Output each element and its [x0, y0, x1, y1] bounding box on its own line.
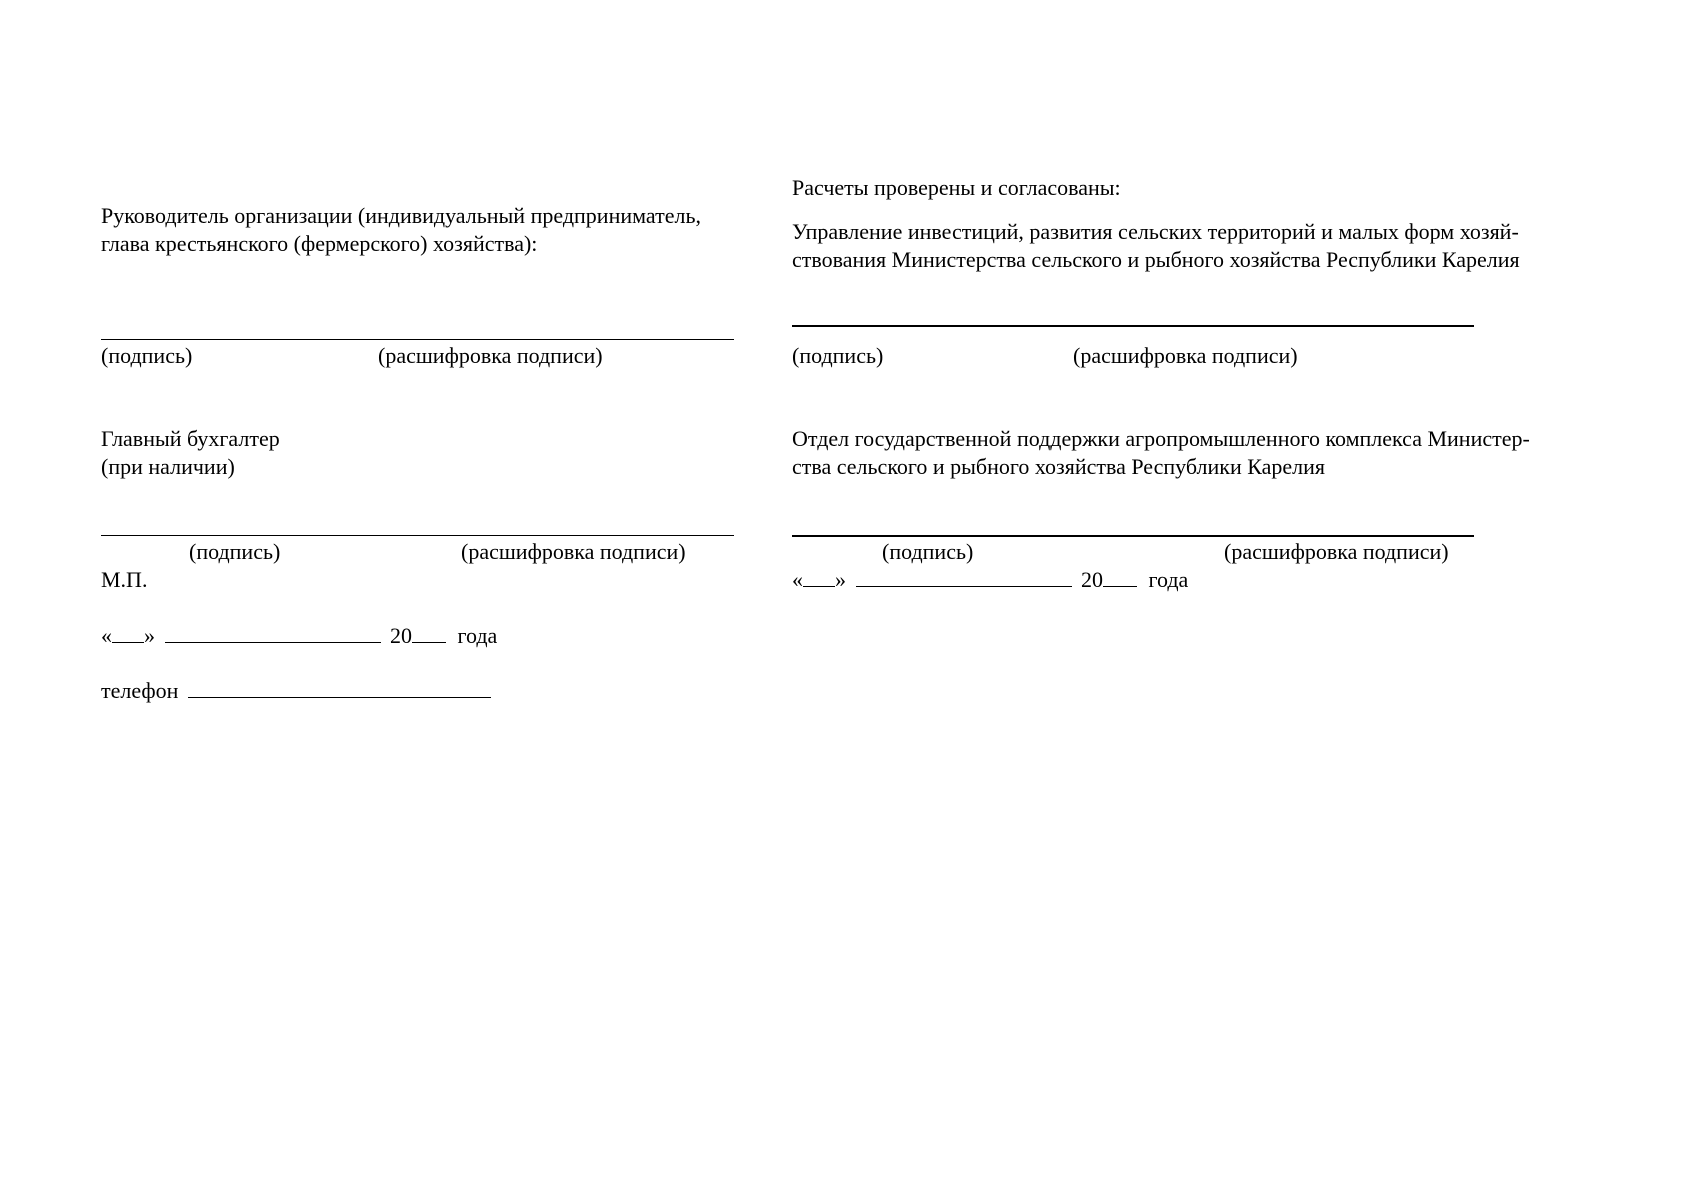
dept2-line2: ства сельского и рыбного хозяйства Республики Карелия: [792, 454, 1325, 479]
head-title-line2: глава крестьянского (фермерского) хозяйства):: [101, 231, 538, 256]
chief-accountant-line1: Главный бухгалтер: [101, 426, 280, 451]
chief-accountant-line2: (при наличии): [101, 454, 235, 479]
date-open-quote: «: [101, 623, 112, 648]
left-date-row: [101, 622, 497, 650]
dept2-signature-decode-label: (расшифровка подписи): [1224, 539, 1449, 564]
chief-signature-label: (подпись): [189, 539, 281, 564]
date-open-quote: «: [792, 567, 803, 592]
left-date-month-field[interactable]: [165, 622, 381, 643]
dept2-line1: Отдел государственной поддержки агропромышленного комплекса Министер-: [792, 426, 1530, 451]
head-signature-label: (подпись): [101, 343, 193, 368]
date-suffix: года: [457, 623, 498, 648]
dept1-line2: ствования Министерства сельского и рыбного хозяйства Республики Карелия: [792, 247, 1520, 272]
stamp-place-label: М.П.: [101, 567, 148, 592]
right-date-row: [792, 566, 1188, 594]
dept2-signature-label: (подпись): [882, 539, 974, 564]
left-date-day-field[interactable]: [112, 622, 144, 643]
dept1-signature-line[interactable]: [792, 325, 1474, 327]
right-date-day-field[interactable]: [803, 566, 835, 587]
phone-label: телефон: [101, 678, 179, 703]
head-title-line1: Руководитель организации (индивидуальный предприниматель,: [101, 203, 701, 228]
phone-field[interactable]: [188, 677, 491, 698]
dept1-signature-label: (подпись): [792, 343, 884, 368]
head-signature-decode-label: (расшифровка подписи): [378, 343, 603, 368]
date-close-quote: »: [835, 567, 846, 592]
right-date-year-field[interactable]: [1103, 566, 1137, 587]
dept1-signature-decode-label: (расшифровка подписи): [1073, 343, 1298, 368]
dept2-signature-line[interactable]: [792, 535, 1474, 537]
date-suffix: года: [1148, 567, 1189, 592]
chief-signature-decode-label: (расшифровка подписи): [461, 539, 686, 564]
left-date-year-field[interactable]: [412, 622, 446, 643]
date-year-prefix: 20: [1081, 567, 1103, 592]
dept1-line1: Управление инвестиций, развития сельских территорий и малых форм хозяй-: [792, 219, 1519, 244]
date-year-prefix: 20: [390, 623, 412, 648]
right-date-month-field[interactable]: [856, 566, 1072, 587]
head-signature-line[interactable]: [101, 339, 734, 340]
date-close-quote: »: [144, 623, 155, 648]
chief-signature-line[interactable]: [101, 535, 734, 536]
phone-row: [101, 677, 491, 705]
checked-title: Расчеты проверены и согласованы:: [792, 175, 1121, 200]
